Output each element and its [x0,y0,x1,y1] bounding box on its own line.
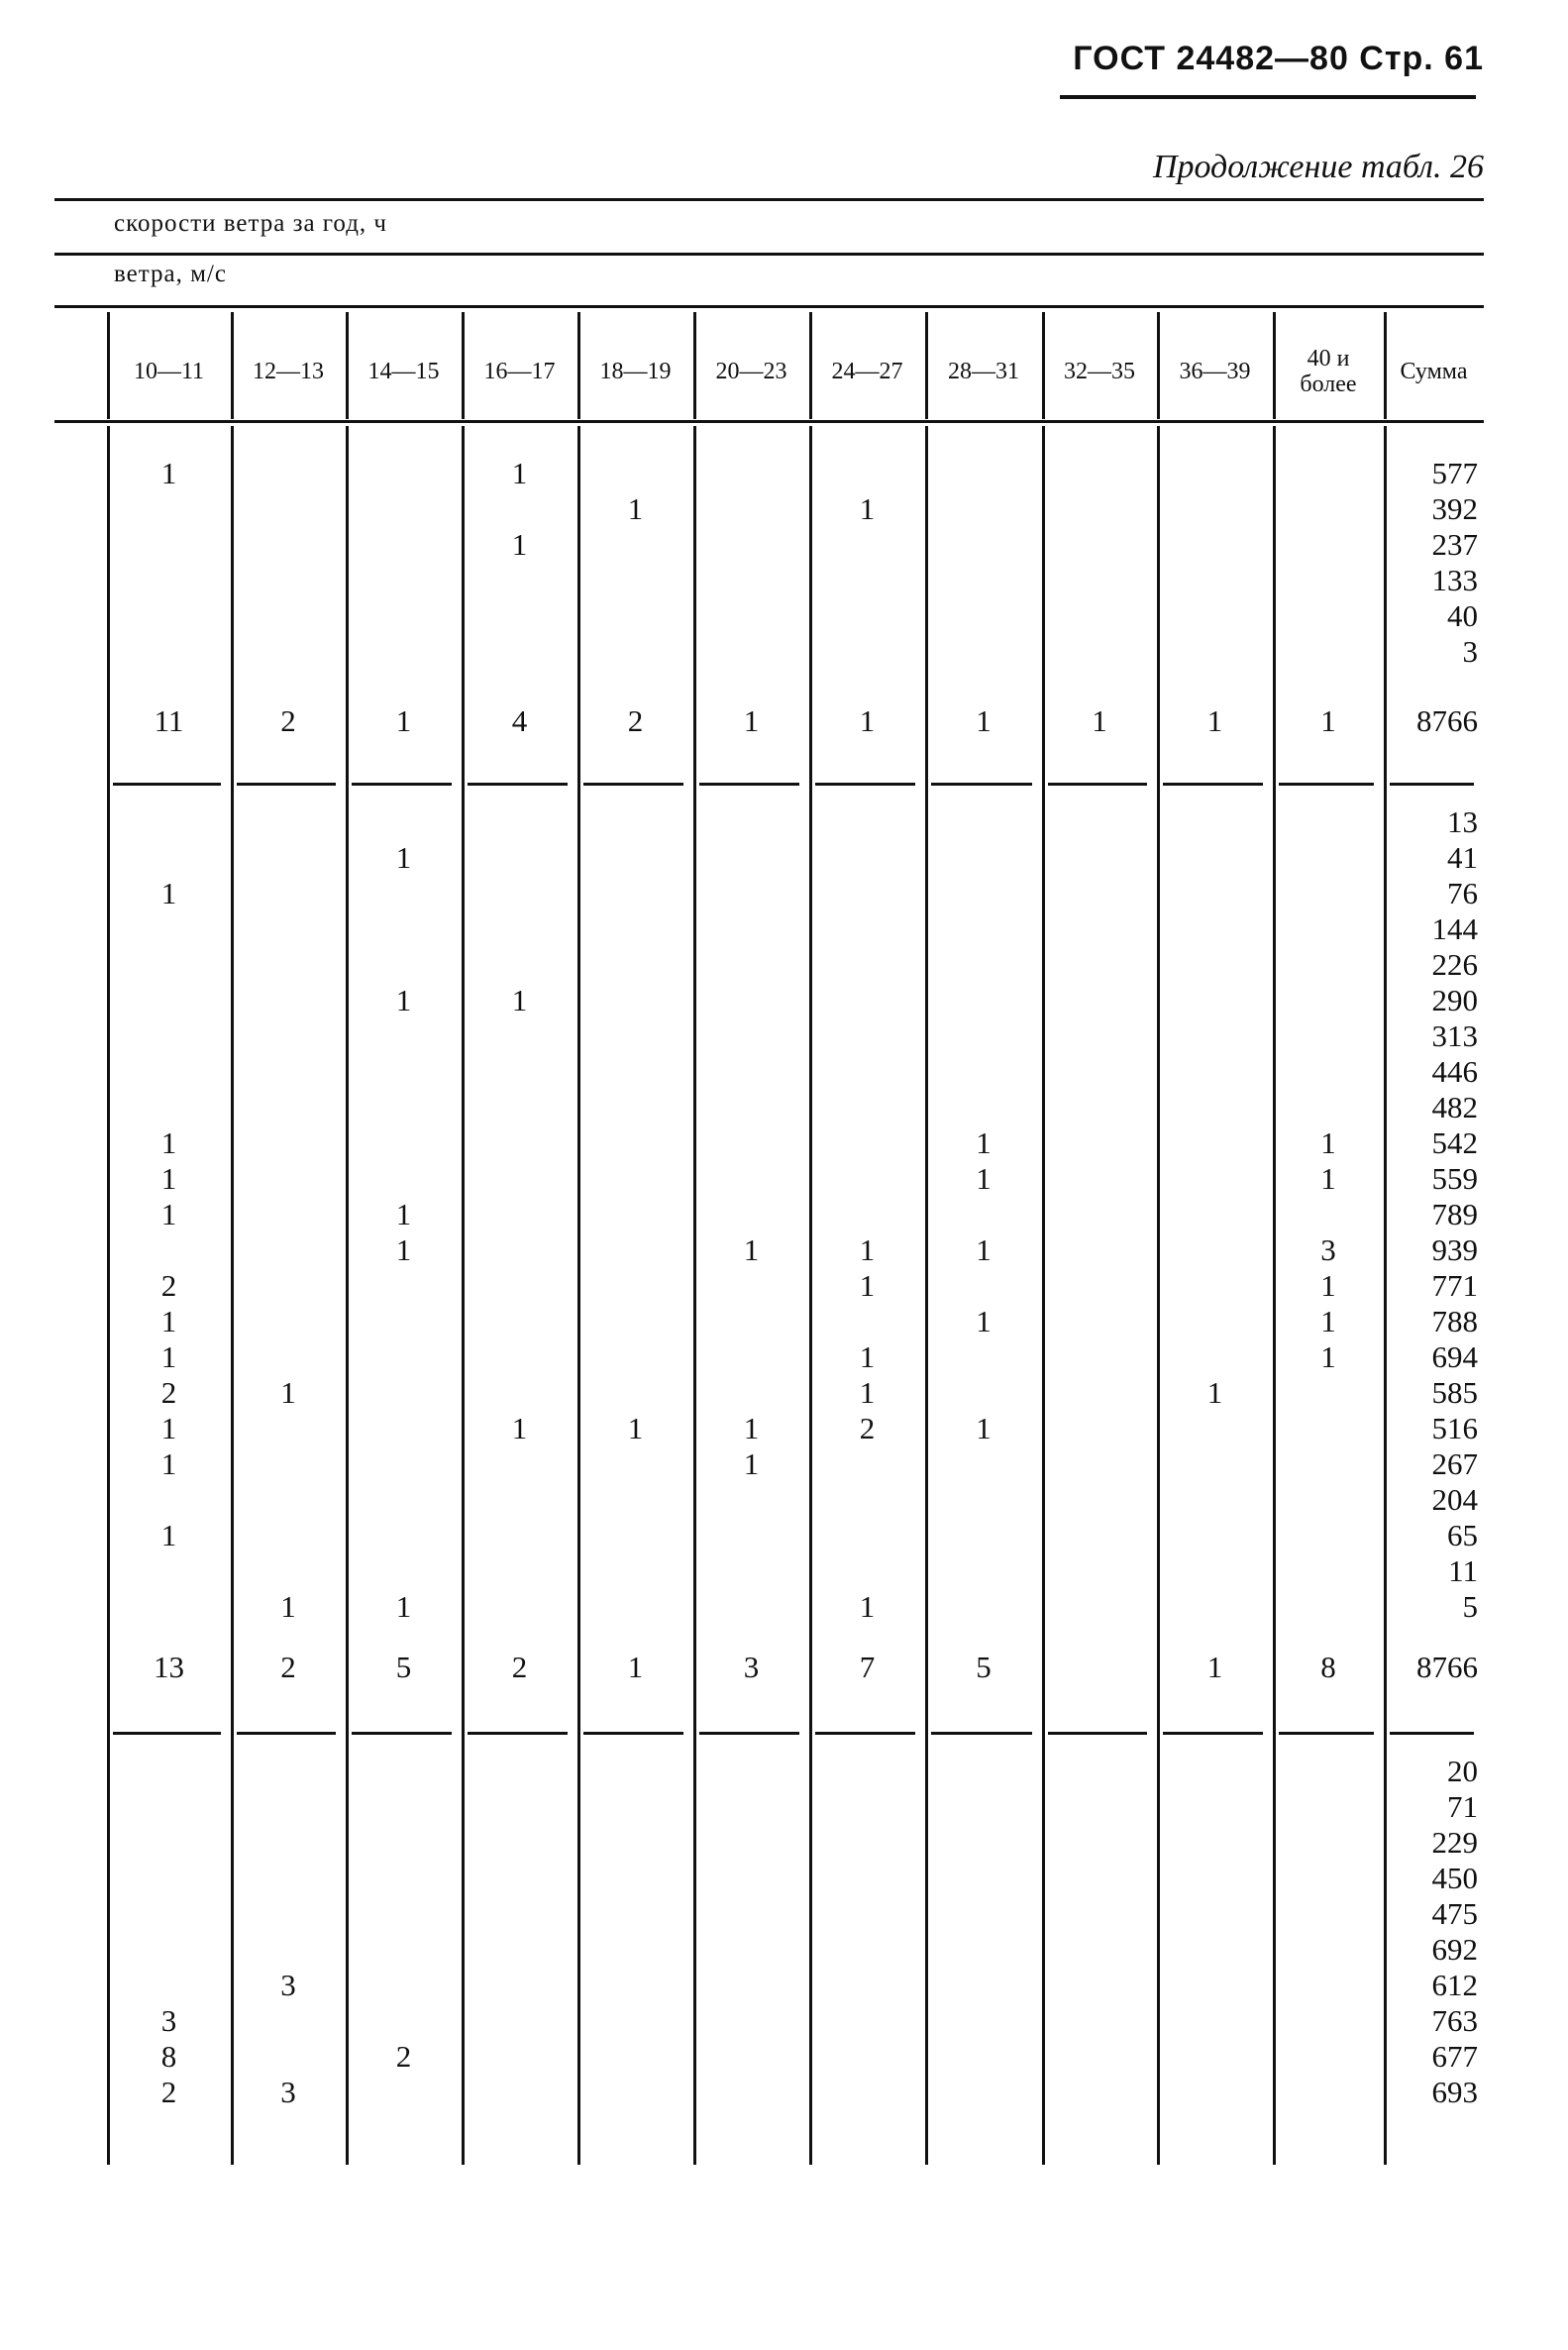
s2-cell: 1 [627,1411,644,1445]
s1-sum: 392 [1431,491,1478,526]
s2-sum: 516 [1431,1411,1478,1445]
s2-sum: 694 [1431,1339,1478,1374]
s2-total: 8 [1320,1650,1336,1684]
column-header: 12—13 [253,359,324,384]
column-header: 28—31 [948,359,1019,384]
s2-sum: 65 [1447,1518,1478,1552]
s2-sum: 204 [1431,1482,1478,1517]
s2-sum: 313 [1431,1018,1478,1053]
s2-cell: 1 1 1 1 1 [395,840,412,1624]
s2-sum: 559 [1431,1161,1478,1196]
column-header: 32—35 [1064,359,1135,384]
table-continuation-label: Продолжение табл. 26 [1152,149,1484,185]
s3-sum: 692 [1431,1932,1478,1967]
s2-cell: 1 1 [280,1375,296,1624]
column-header: Сумма [1400,359,1468,384]
s2-cell: 1 1 1 [743,1232,760,1481]
s3-sum: 20 [1447,1754,1478,1788]
s3-sum: 475 [1431,1896,1478,1931]
s2-cell: 1 1 1 1 1 [976,1125,992,1445]
s2-total: 5 [395,1650,412,1684]
s1-total: 1 [859,703,876,738]
s1-total: 1 [1206,703,1223,738]
section-separator [237,1732,336,1735]
s2-sum: 788 [1431,1304,1478,1338]
s2-sum: 144 [1431,911,1478,946]
s2-cell: 1 1 1 1 2 1 1 2 1 1 1 [160,876,177,1552]
s2-sum: 11 [1448,1553,1478,1588]
section-separator [1279,783,1374,786]
s1-sum: 40 [1447,598,1478,633]
section-separator [468,1732,568,1735]
s1-cell: 1 [859,491,876,526]
column-header: 24—27 [831,359,903,384]
s1-total: 4 [511,703,528,738]
column-header: 40 и более [1300,346,1357,397]
s3-sum: 450 [1431,1861,1478,1895]
s1-sum: 237 [1431,527,1478,562]
s2-total: 13 [154,1650,184,1684]
s2-cell: 1 1 1 1 2 1 [859,1232,876,1624]
table-top-rule [54,198,1484,201]
section-separator [1390,1732,1474,1735]
column-header: 20—23 [715,359,787,384]
s3-sum: 763 [1431,2003,1478,2038]
s3-sum: 71 [1447,1789,1478,1824]
s2-cell: 1 1 [511,983,528,1445]
s1-cell: 1 [627,491,644,526]
s2-total: 5 [976,1650,992,1684]
s2-sum: 542 [1431,1125,1478,1160]
s2-total: 3 [743,1650,760,1684]
section-separator [583,783,683,786]
header-rule-2 [54,305,1484,308]
column-header: 10—11 [133,359,205,384]
s2-sum: 771 [1431,1268,1478,1303]
s3-sum: 612 [1431,1968,1478,2002]
section-separator [931,1732,1032,1735]
section-separator [699,783,799,786]
section-separator [113,1732,221,1735]
s2-total: 2 [511,1650,528,1684]
s1-total: 1 [1092,703,1107,738]
section-separator [815,1732,915,1735]
s2-sum: 939 [1431,1232,1478,1267]
section-separator [931,783,1032,786]
s1-total: 2 [280,703,296,738]
section-separator [113,783,221,786]
column-header: 36—39 [1179,359,1251,384]
header-rule-3 [54,420,1484,423]
s1-total: 1 [1320,703,1336,738]
s2-sum: 226 [1431,947,1478,982]
s3-sum: 677 [1431,2039,1478,2074]
section-separator [468,783,568,786]
header-row-2: ветра, м/с [114,261,227,287]
s2-cell: 1 [1206,1375,1223,1410]
s1-total-sum: 8766 [1416,703,1478,738]
s2-sum: 789 [1431,1197,1478,1231]
s1-sum: 577 [1431,456,1478,490]
section-separator [1279,1732,1374,1735]
s2-total-sum: 8766 [1416,1650,1478,1684]
s1-sum: 133 [1431,563,1478,597]
s2-sum: 76 [1447,876,1478,910]
section-separator [583,1732,683,1735]
s2-sum: 267 [1431,1446,1478,1481]
s2-total: 1 [1206,1650,1223,1684]
s1-total: 1 [743,703,760,738]
s2-total: 1 [627,1650,644,1684]
section-separator [1048,1732,1147,1735]
header-rule-1 [54,253,1484,256]
s2-sum: 13 [1447,804,1478,839]
header-underline [1060,95,1476,99]
s3-sum: 229 [1431,1825,1478,1860]
s3-cell: 3 3 [280,1968,296,2109]
s1-total: 2 [627,703,644,738]
s1-total: 11 [154,703,184,738]
s1-cell: 1 [160,456,177,490]
page-header: ГОСТ 24482—80 Стр. 61 [1073,40,1484,77]
s1-total: 1 [976,703,992,738]
column-header: 14—15 [367,359,440,384]
s2-sum: 5 [1462,1589,1478,1624]
header-row-1: скорости ветра за год, ч [114,210,388,237]
section-separator [1390,783,1474,786]
section-separator [1163,1732,1263,1735]
s1-total: 1 [395,703,412,738]
section-separator [1163,783,1263,786]
s3-sum: 693 [1431,2075,1478,2109]
column-divider [1042,426,1045,2165]
section-separator [352,783,452,786]
s2-sum: 446 [1431,1054,1478,1089]
s3-cell: 2 [395,2039,412,2074]
section-separator [352,1732,452,1735]
s2-total: 7 [859,1650,876,1684]
s1-cell: 1 1 [511,456,528,562]
s2-sum: 585 [1431,1375,1478,1410]
column-header: 16—17 [483,359,556,384]
section-separator [815,783,915,786]
s2-total: 2 [280,1650,296,1684]
section-separator [699,1732,799,1735]
section-separator [237,783,336,786]
s2-cell: 1 1 3 1 1 1 [1320,1125,1336,1374]
s2-sum: 41 [1447,840,1478,875]
column-header: 18—19 [599,359,672,384]
s2-sum: 482 [1431,1090,1478,1124]
s1-sum: 3 [1462,634,1478,669]
s3-cell: 3 8 2 [160,2003,177,2109]
section-separator [1048,783,1147,786]
s2-sum: 290 [1431,983,1478,1017]
